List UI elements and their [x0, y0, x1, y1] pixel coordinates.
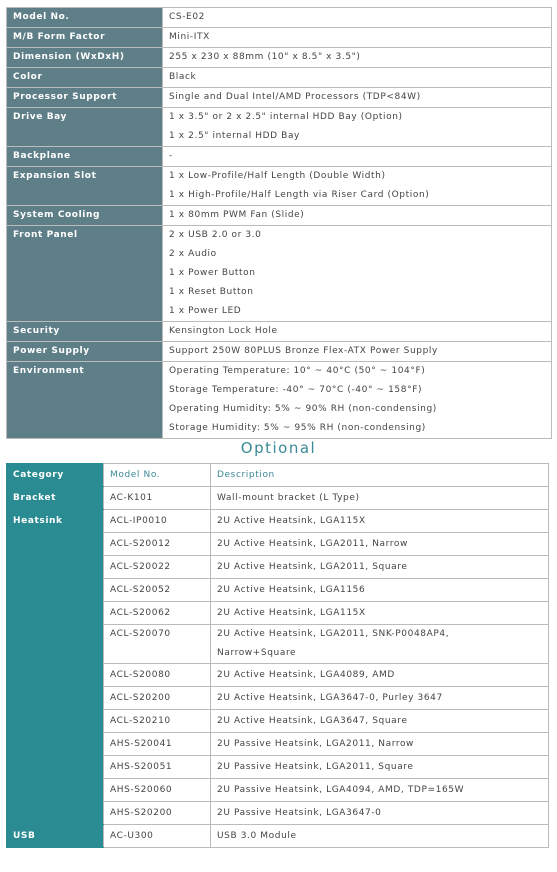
- spec-label-text: Backplane: [13, 151, 71, 161]
- spec-label-text: Drive Bay: [13, 112, 68, 122]
- description-cell: [211, 664, 549, 687]
- model-cell: [104, 756, 211, 779]
- description-line: Wall-mount bracket (L Type): [217, 493, 360, 503]
- spec-value-line: 2 x Audio: [169, 249, 217, 259]
- spec-value-line: Kensington Lock Hole: [169, 326, 278, 336]
- spec-value-line: Storage Humidity: 5% ~ 95% RH (non-condensing): [169, 423, 426, 433]
- spec-row: [7, 108, 552, 147]
- description-line: 2U Active Heatsink, LGA1156: [217, 585, 366, 595]
- spec-label: [7, 68, 163, 88]
- spec-value-line: 1 x 3.5" or 2 x 2.5" internal HDD Bay (Option): [169, 112, 403, 122]
- spec-row: [7, 167, 552, 206]
- spec-label-text: Power Supply: [13, 346, 90, 356]
- model-number: AHS-S20041: [110, 739, 173, 749]
- model-number: AHS-S20051: [110, 762, 173, 772]
- model-header: [104, 464, 211, 487]
- spec-value: [163, 48, 552, 68]
- model-cell: [104, 779, 211, 802]
- description-header-label: Description: [217, 470, 275, 480]
- spec-value-line: Single and Dual Intel/AMD Processors (TDP<84W): [169, 92, 421, 102]
- description-line: 2U Passive Heatsink, LGA4094, AMD, TDP=165W: [217, 785, 465, 795]
- model-number: ACL-S20062: [110, 608, 171, 618]
- spec-value: [163, 8, 552, 28]
- spec-value-line: 255 x 230 x 88mm (10" x 8.5" x 3.5"): [169, 52, 361, 62]
- spec-label: [7, 88, 163, 108]
- optional-row: [7, 825, 549, 848]
- description-line: Narrow+Square: [217, 648, 297, 658]
- spec-label: [7, 8, 163, 28]
- description-line: 2U Active Heatsink, LGA2011, SNK-P0048AP4,: [217, 629, 450, 639]
- category-label: Heatsink: [13, 516, 63, 526]
- model-number: ACL-S20052: [110, 585, 171, 595]
- spec-value-line: -: [169, 151, 173, 161]
- description-cell: [211, 687, 549, 710]
- model-number: AC-U300: [110, 831, 154, 841]
- model-number: AC-K101: [110, 493, 153, 503]
- description-header: [211, 464, 549, 487]
- spec-value: [163, 322, 552, 342]
- spec-label: [7, 322, 163, 342]
- model-number: AHS-S20200: [110, 808, 173, 818]
- spec-value: [163, 88, 552, 108]
- description-line: 2U Active Heatsink, LGA3647, Square: [217, 716, 408, 726]
- spec-value: [163, 206, 552, 226]
- spec-label-text: System Cooling: [13, 210, 101, 220]
- model-cell: [104, 687, 211, 710]
- category-cell: [7, 487, 104, 510]
- spec-value: [163, 226, 552, 322]
- spec-value-line: 1 x High-Profile/Half Length via Riser Card (Option): [169, 190, 430, 200]
- spec-label-text: Dimension (WxDxH): [13, 52, 125, 62]
- spec-value-line: Black: [169, 72, 197, 82]
- description-line: 2U Passive Heatsink, LGA2011, Narrow: [217, 739, 415, 749]
- spec-value-line: 1 x Reset Button: [169, 287, 254, 297]
- description-cell: [211, 510, 549, 533]
- spec-row: [7, 88, 552, 108]
- spec-label-text: Processor Support: [13, 92, 118, 102]
- spec-label-text: Model No.: [13, 12, 70, 22]
- spec-value-line: 1 x Power LED: [169, 306, 242, 316]
- spec-row: [7, 342, 552, 362]
- description-cell: [211, 487, 549, 510]
- model-cell: [104, 487, 211, 510]
- spec-label-text: Front Panel: [13, 230, 78, 240]
- model-cell: [104, 602, 211, 625]
- model-cell: [104, 510, 211, 533]
- category-header-label: Category: [13, 470, 64, 480]
- spec-row: [7, 28, 552, 48]
- spec-row: [7, 68, 552, 88]
- category-cell: [7, 510, 104, 825]
- optional-table: [6, 463, 549, 848]
- model-number: ACL-S20080: [110, 670, 171, 680]
- spec-label-text: Security: [13, 326, 60, 336]
- spec-label: [7, 28, 163, 48]
- category-label: USB: [13, 831, 36, 841]
- spec-value: [163, 108, 552, 147]
- spec-label-text: Color: [13, 72, 43, 82]
- model-cell: [104, 533, 211, 556]
- description-line: USB 3.0 Module: [217, 831, 297, 841]
- description-cell: [211, 733, 549, 756]
- description-cell: [211, 802, 549, 825]
- spec-table: [6, 7, 552, 439]
- spec-value-line: Storage Temperature: -40° ~ 70°C (-40° ~ 158°F): [169, 385, 423, 395]
- model-cell: [104, 556, 211, 579]
- spec-label-text: Expansion Slot: [13, 171, 97, 181]
- model-number: ACL-S20210: [110, 716, 171, 726]
- description-line: 2U Active Heatsink, LGA2011, Square: [217, 562, 408, 572]
- optional-header-row: [7, 464, 549, 487]
- spec-row: [7, 226, 552, 322]
- spec-value: [163, 28, 552, 48]
- model-number: ACL-S20200: [110, 693, 171, 703]
- model-number: ACL-S20012: [110, 539, 171, 549]
- description-cell: [211, 825, 549, 848]
- description-line: 2U Active Heatsink, LGA115X: [217, 608, 366, 618]
- spec-row: [7, 147, 552, 167]
- model-number: ACL-S20022: [110, 562, 171, 572]
- description-line: 2U Active Heatsink, LGA4089, AMD: [217, 670, 395, 680]
- spec-label-text: Environment: [13, 366, 85, 376]
- model-cell: [104, 664, 211, 687]
- spec-value-line: 1 x Power Button: [169, 268, 256, 278]
- spec-value: [163, 167, 552, 206]
- description-line: 2U Active Heatsink, LGA2011, Narrow: [217, 539, 408, 549]
- model-cell: [104, 579, 211, 602]
- description-cell: [211, 579, 549, 602]
- spec-row: [7, 8, 552, 28]
- optional-row: [7, 487, 549, 510]
- spec-label: [7, 342, 163, 362]
- description-cell: [211, 710, 549, 733]
- spec-value-line: 1 x Low-Profile/Half Length (Double Width): [169, 171, 386, 181]
- description-line: 2U Active Heatsink, LGA3647-0, Purley 3647: [217, 693, 443, 703]
- spec-value: [163, 68, 552, 88]
- spec-label: [7, 147, 163, 167]
- spec-value-line: 1 x 2.5" internal HDD Bay: [169, 131, 300, 141]
- description-cell: [211, 779, 549, 802]
- spec-value-line: Support 250W 80PLUS Bronze Flex-ATX Power Supply: [169, 346, 438, 356]
- spec-label: [7, 108, 163, 147]
- model-cell: [104, 625, 211, 664]
- spec-value-line: Operating Temperature: 10° ~ 40°C (50° ~ 104°F): [169, 366, 426, 376]
- model-cell: [104, 710, 211, 733]
- spec-label: [7, 226, 163, 322]
- spec-label-text: M/B Form Factor: [13, 32, 106, 42]
- spec-value-line: CS-E02: [169, 12, 205, 22]
- description-cell: [211, 556, 549, 579]
- description-cell: [211, 533, 549, 556]
- category-label: Bracket: [13, 493, 57, 503]
- spec-value-line: Operating Humidity: 5% ~ 90% RH (non-condensing): [169, 404, 437, 414]
- model-cell: [104, 802, 211, 825]
- description-cell: [211, 602, 549, 625]
- model-cell: [104, 733, 211, 756]
- model-number: ACL-S20070: [110, 629, 171, 639]
- description-line: 2U Active Heatsink, LGA115X: [217, 516, 366, 526]
- model-cell: [104, 825, 211, 848]
- spec-row: [7, 362, 552, 439]
- spec-row: [7, 48, 552, 68]
- model-header-label: Model No.: [110, 470, 161, 480]
- spec-value-line: 2 x USB 2.0 or 3.0: [169, 230, 262, 240]
- description-line: 2U Passive Heatsink, LGA2011, Square: [217, 762, 414, 772]
- spec-row: [7, 206, 552, 226]
- spec-value-line: Mini-ITX: [169, 32, 210, 42]
- optional-row: [7, 510, 549, 533]
- spec-value-line: 1 x 80mm PWM Fan (Slide): [169, 210, 305, 220]
- optional-title: Optional: [240, 439, 317, 457]
- category-header: [7, 464, 104, 487]
- spec-label: [7, 206, 163, 226]
- description-line: 2U Passive Heatsink, LGA3647-0: [217, 808, 382, 818]
- spec-label: [7, 362, 163, 439]
- spec-value: [163, 342, 552, 362]
- spec-value: [163, 147, 552, 167]
- category-cell: [7, 825, 104, 848]
- model-number: AHS-S20060: [110, 785, 173, 795]
- description-cell: [211, 756, 549, 779]
- spec-row: [7, 322, 552, 342]
- description-cell: [211, 625, 549, 664]
- model-number: ACL-IP0010: [110, 516, 168, 526]
- spec-value: [163, 362, 552, 439]
- spec-label: [7, 167, 163, 206]
- spec-label: [7, 48, 163, 68]
